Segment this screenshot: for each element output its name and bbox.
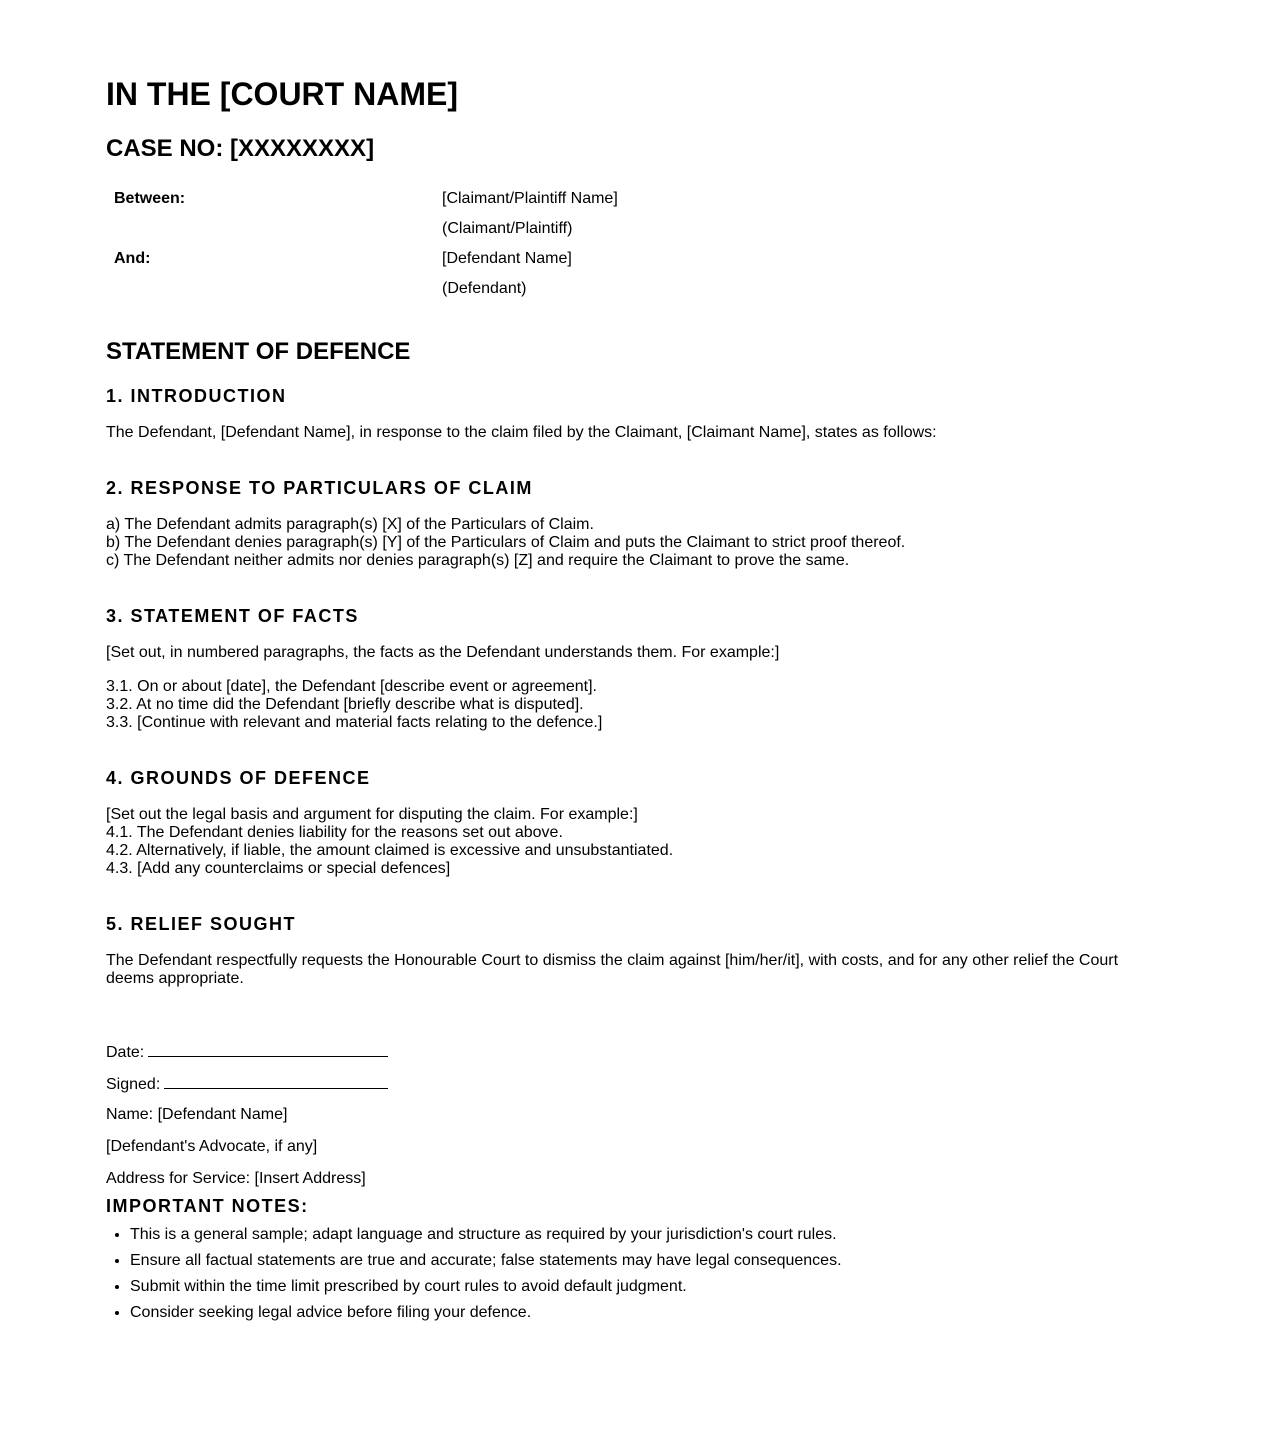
facts-line: 3.1. On or about [date], the Defendant [describe event or agreement]. — [106, 678, 597, 695]
facts-line: 3.2. At no time did the Defendant [briefly describe what is disputed]. — [106, 696, 584, 713]
facts-line: 3.3. [Continue with relevant and material facts relating to the defence.] — [106, 714, 603, 731]
grounds-line: 4.1. The Defendant denies liability for the reasons set out above. — [106, 824, 563, 841]
signed-label: Signed: — [106, 1076, 161, 1093]
between-label: Between: — [114, 190, 186, 207]
party-row-claimant-role — [114, 214, 1146, 244]
defendant-role: (Defendant) — [442, 280, 527, 297]
facts-lines — [106, 678, 1146, 732]
date-row — [106, 1042, 1146, 1074]
section-heading-grounds: 4. GROUNDS OF DEFENCE — [106, 768, 371, 788]
document-title: STATEMENT OF DEFENCE — [106, 338, 411, 365]
grounds-line: 4.2. Alternatively, if liable, the amount claimed is excessive and unsubstantiated. — [106, 842, 674, 859]
and-label: And: — [114, 250, 151, 267]
claimant-name: [Claimant/Plaintiff Name] — [442, 190, 618, 207]
party-row-defendant-role — [114, 274, 1146, 304]
note-item: • Submit within the time limit prescribed by court rules to avoid default judgment. — [130, 1278, 1146, 1296]
notes-heading: IMPORTANT NOTES: — [106, 1196, 309, 1216]
section-heading-response: 2. RESPONSE TO PARTICULARS OF CLAIM — [106, 478, 533, 498]
notes-list — [106, 1226, 1146, 1334]
introduction-text: The Defendant, [Defendant Name], in response to the claim filed by the Claimant, [Claimant Name], states as follows: — [106, 424, 937, 441]
note-item: • Consider seeking legal advice before filing your defence. — [130, 1304, 1146, 1322]
response-line: c) The Defendant neither admits nor denies paragraph(s) [Z] and require the Claimant to prove the same. — [106, 552, 850, 569]
grounds-line: 4.3. [Add any counterclaims or special defences] — [106, 860, 451, 877]
name-line: Name: [Defendant Name] — [106, 1106, 288, 1123]
response-line: b) The Defendant denies paragraph(s) [Y] of the Particulars of Claim and puts the Claimant to strict proof thereof. — [106, 534, 906, 551]
note-item: • Ensure all factual statements are true and accurate; false statements may have legal consequences. — [130, 1252, 1146, 1270]
date-label: Date: — [106, 1044, 145, 1061]
note-item: • This is a general sample; adapt language and structure as required by your jurisdiction's court rules. — [130, 1226, 1146, 1244]
defendant-name: [Defendant Name] — [442, 250, 572, 267]
section-heading-introduction: 1. INTRODUCTION — [106, 386, 287, 406]
section-heading-relief: 5. RELIEF SOUGHT — [106, 914, 297, 934]
response-line: a) The Defendant admits paragraph(s) [X] of the Particulars of Claim. — [106, 516, 594, 533]
parties-block — [114, 184, 1146, 304]
case-number: CASE NO: [XXXXXXXX] — [106, 135, 375, 162]
signature-block — [106, 1042, 1146, 1202]
signed-blank-line — [164, 1074, 388, 1089]
court-title: IN THE [COURT NAME] — [106, 76, 458, 112]
advocate-line: [Defendant's Advocate, if any] — [106, 1138, 318, 1155]
claimant-role: (Claimant/Plaintiff) — [442, 220, 573, 237]
address-line: Address for Service: [Insert Address] — [106, 1170, 366, 1187]
date-blank-line — [148, 1042, 388, 1057]
party-row-claimant — [114, 184, 1146, 214]
party-row-defendant — [114, 244, 1146, 274]
grounds-line: [Set out the legal basis and argument for disputing the claim. For example:] — [106, 806, 638, 823]
response-lines — [106, 516, 1146, 570]
section-heading-facts: 3. STATEMENT OF FACTS — [106, 606, 359, 626]
document-content — [106, 72, 1146, 1334]
grounds-lines — [106, 806, 1146, 878]
facts-intro: [Set out, in numbered paragraphs, the facts as the Defendant understands them. For example:] — [106, 644, 780, 661]
signed-row — [106, 1074, 1146, 1106]
relief-text: The Defendant respectfully requests the Honourable Court to dismiss the claim against [him/her/it], with costs, and for any other relief the Court deems appropriate. — [106, 952, 1119, 987]
party-label-empty — [114, 274, 442, 304]
party-label-empty — [114, 214, 442, 244]
